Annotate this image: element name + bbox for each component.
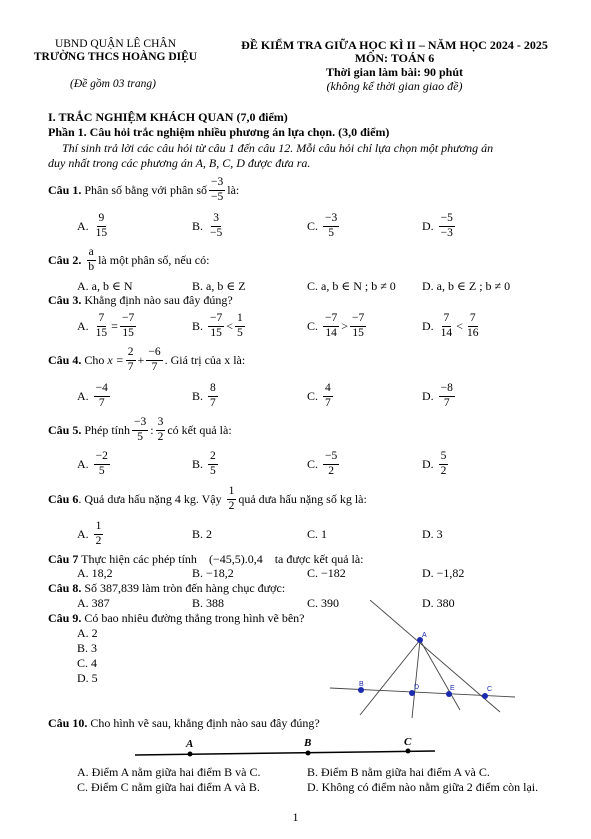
q4-stem: Câu 4. Cho x = $\frac{2}{7}$ + $\frac{-6}{7}$ . Giá trị của x là: bbox=[48, 346, 246, 373]
q9-label-b: B bbox=[359, 681, 364, 688]
q5-option-a[interactable]: A. $\frac{-2}{5}$ bbox=[77, 450, 108, 477]
q9-label-d: D bbox=[414, 684, 420, 691]
page-number: 1 bbox=[292, 810, 299, 824]
q10-stem: Câu 10. Cho hình vẽ sau, khẳng định nào sau đây đúng? bbox=[48, 716, 320, 730]
q5-options bbox=[0, 446, 591, 482]
q9-label-a: A bbox=[422, 632, 427, 639]
instruction-line2: duy nhất trong các phương án A, B, C, D được đưa ra. bbox=[48, 156, 311, 170]
q8-option-a[interactable]: A. 387 bbox=[77, 596, 110, 610]
q6-option-d[interactable]: D. 3 bbox=[422, 526, 443, 541]
q2-option-d[interactable]: D. a, b ∈ Z ; b ≠ 0 bbox=[422, 279, 511, 293]
q8-stem: Câu 8. Số 387,839 làm tròn đến hàng chục được: bbox=[48, 581, 286, 595]
exam-title: ĐỀ KIỂM TRA GIỮA HỌC KÌ II – NĂM HỌC 2024 - 2025 bbox=[241, 38, 548, 52]
q1-option-b[interactable]: B. $\frac{3}{-5}$ bbox=[192, 212, 223, 239]
q5-option-d[interactable]: D. $\frac{5}{2}$ bbox=[422, 450, 447, 477]
q9-stem: Câu 9. Có bao nhiêu đường thẳng trong hình vẽ bên? bbox=[48, 611, 305, 625]
q5-option-b[interactable]: B. $\frac{2}{5}$ bbox=[192, 450, 216, 477]
q10-option-c[interactable]: C. Điểm C nằm giữa hai điểm A và B. bbox=[77, 780, 260, 794]
q2-fraction: $\frac{a}{b}$ bbox=[88, 246, 95, 273]
time-limit: Thời gian làm bài: 90 phút bbox=[325, 65, 463, 79]
q3-option-d[interactable]: D. $\frac{7}{14}$ < $\frac{7}{16}$ bbox=[422, 312, 479, 339]
q10-label-b: B bbox=[304, 737, 312, 749]
q9-option-a[interactable]: A. 2 bbox=[77, 626, 98, 640]
q10-figure bbox=[120, 735, 450, 765]
q10-option-d[interactable]: D. Không có điểm nào nằm giữa 2 điểm còn lại. bbox=[307, 780, 539, 794]
q9-figure bbox=[330, 600, 530, 720]
q4-option-a[interactable]: A. $\frac{-4}{7}$ bbox=[77, 382, 108, 409]
q1-option-c[interactable]: C. $\frac{-3}{5}$ bbox=[307, 212, 338, 239]
q9-label-e: E bbox=[450, 685, 455, 692]
district-name: UBND QUẬN LÊ CHÂN bbox=[54, 38, 177, 50]
section-title: I. TRẮC NGHIỆM KHÁCH QUAN (7,0 điểm) bbox=[48, 110, 288, 124]
school-name: TRƯỜNG THCS HOÀNG DIỆU bbox=[33, 51, 198, 63]
q1-options bbox=[0, 208, 591, 244]
q4-option-d[interactable]: D. $\frac{-8}{7}$ bbox=[422, 382, 453, 409]
q10-label-c: C bbox=[404, 736, 412, 748]
q3-option-c[interactable]: C. $\frac{-7}{14}$ > $\frac{-7}{15}$ bbox=[307, 312, 365, 339]
q9-line-ab bbox=[360, 640, 420, 715]
q3-options bbox=[0, 308, 591, 344]
q3-stem: Câu 3. Khẳng định nào sau đây đúng? bbox=[48, 293, 233, 307]
q1-fraction: $\frac{-3}{-5}$ bbox=[211, 176, 224, 203]
q7-option-b[interactable]: B. −18,2 bbox=[192, 566, 234, 580]
q1-option-d[interactable]: D. $\frac{-5}{-3}$ bbox=[422, 212, 453, 239]
q7-option-a[interactable]: A. 18,2 bbox=[77, 566, 113, 580]
subject: MÔN: TOÁN 6 bbox=[354, 51, 435, 65]
part1-title: Phần 1. Câu hỏi trắc nghiệm nhiều phương án lựa chọn. (3,0 điểm) bbox=[48, 125, 390, 139]
q6-option-a[interactable]: A. $\frac{1}{2}$ bbox=[77, 520, 102, 547]
q9-option-d[interactable]: D. 5 bbox=[77, 671, 98, 685]
q10-point-a bbox=[188, 752, 193, 757]
instruction-line1: Thí sinh trả lời các câu hỏi từ câu 1 đến câu 12. Mỗi câu hỏi chỉ lựa chọn một phương án bbox=[62, 141, 494, 155]
page-count-note: (Đề gồm 03 trang) bbox=[70, 78, 156, 90]
q4-options bbox=[0, 378, 591, 414]
q7-option-c[interactable]: C. −182 bbox=[307, 566, 346, 580]
q2-option-c[interactable]: C. a, b ∈ N ; b ≠ 0 bbox=[307, 279, 396, 293]
q10-option-a[interactable]: A. Điểm A nằm giữa hai điểm B và C. bbox=[77, 765, 261, 779]
q10-label-a: A bbox=[186, 738, 194, 750]
q5-stem: Câu 5. Phép tính $\frac{-3}{5}$ : $\frac{3}{2}$ có kết quả là: bbox=[48, 416, 232, 443]
q3-option-b[interactable]: B. $\frac{-7}{15}$ < $\frac{1}{5}$ bbox=[192, 312, 243, 339]
q9-line-ac bbox=[370, 600, 500, 712]
q6-options bbox=[0, 516, 591, 552]
q2-option-a[interactable]: A. a, b ∈ N bbox=[77, 279, 133, 293]
q6-stem: Câu 6 . Quả dưa hấu nặng 4 kg. Vậy $\frac{1}{2}$ quả dưa hấu nặng số kg là: bbox=[48, 485, 367, 512]
q6-option-b[interactable]: B. 2 bbox=[192, 526, 213, 541]
q7-stem: Câu 7 Thực hiện các phép tính (−45,5).0,4 ta được kết quả là: bbox=[48, 552, 364, 566]
q1-option-a[interactable]: A. $\frac{9}{15}$ bbox=[77, 212, 108, 239]
q5-option-c[interactable]: C. $\frac{-5}{2}$ bbox=[307, 450, 338, 477]
q4-option-c[interactable]: C. $\frac{4}{7}$ bbox=[307, 382, 331, 409]
q4-option-b[interactable]: B. $\frac{8}{7}$ bbox=[192, 382, 216, 409]
q8-option-d[interactable]: D. 380 bbox=[422, 596, 455, 610]
q6-option-c[interactable]: C. 1 bbox=[307, 526, 328, 541]
q3-option-a[interactable]: A. $\frac{7}{15}$ = $\frac{-7}{15}$ bbox=[77, 312, 135, 339]
q9-lines bbox=[330, 600, 515, 718]
q9-point-c bbox=[482, 693, 488, 699]
q8-option-c[interactable]: C. 390 bbox=[307, 596, 340, 610]
time-note: (không kể thời gian giao đề) bbox=[326, 79, 463, 93]
q9-points bbox=[358, 632, 492, 699]
q10-option-b[interactable]: B. Điểm B nằm giữa hai điểm A và C. bbox=[307, 765, 490, 779]
q9-label-c: C bbox=[487, 686, 493, 693]
q9-option-b[interactable]: B. 3 bbox=[77, 641, 98, 655]
q10-point-c bbox=[406, 749, 411, 754]
q9-option-c[interactable]: C. 4 bbox=[77, 656, 98, 670]
q7-option-d[interactable]: D. −1,82 bbox=[422, 566, 465, 580]
q10-line bbox=[135, 751, 435, 755]
q2-stem: Câu 2. $\frac{a}{b}$ là một phân số, nếu có: bbox=[48, 246, 210, 273]
q2-option-b[interactable]: B. a, b ∈ Z bbox=[192, 279, 246, 293]
q8-option-b[interactable]: B. 388 bbox=[192, 596, 225, 610]
q1-stem: Câu 1. Phân số bằng với phân số $\frac{-3}{-5}$ là: bbox=[48, 176, 240, 203]
q9-line-ad bbox=[412, 640, 420, 718]
q9-line-ae bbox=[420, 640, 460, 710]
q10-point-b bbox=[306, 751, 311, 756]
